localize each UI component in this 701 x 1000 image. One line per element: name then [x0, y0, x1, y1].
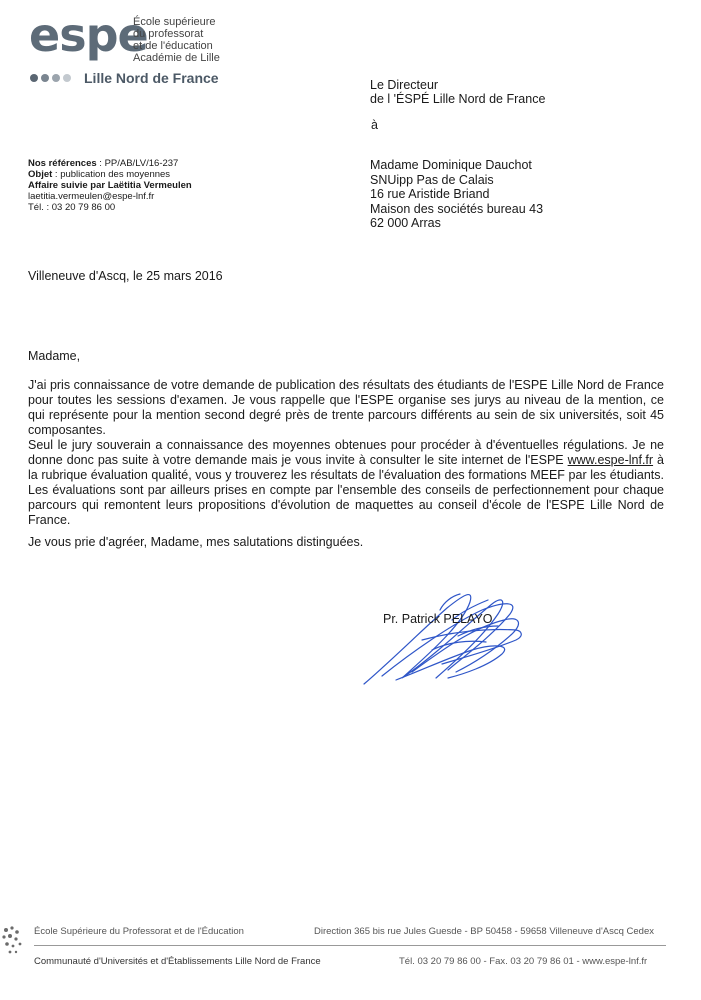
logo-subtitle [133, 16, 220, 64]
logo-dots [30, 74, 71, 82]
contact-email: laetitia.vermeulen@espe-lnf.fr [28, 191, 155, 202]
footer-contact: Tél. 03 20 79 86 00 - Fax. 03 20 79 86 01 - www.espe-lnf.fr [399, 956, 648, 967]
logo-line: du professorat [133, 28, 204, 40]
objet-label: Objet [28, 169, 53, 180]
recipient-org: SNUipp Pas de Calais [370, 172, 494, 187]
recipient-city: 62 000 Arras [370, 216, 441, 230]
logo-line: Académie de Lille [133, 52, 220, 64]
footer-school-name: École Supérieure du Professorat et de l'Éducation [34, 926, 244, 937]
website-link[interactable]: www.espe-lnf.fr [567, 453, 654, 467]
letter-date: Villeneuve d'Ascq, le 25 mars 2016 [28, 269, 223, 283]
affaire-suivie: Affaire suivie par Laëtitia Vermeulen [28, 180, 192, 191]
espe-logo: espe [29, 8, 148, 62]
sender-block [370, 78, 545, 106]
dot [52, 74, 60, 82]
handwritten-signature [352, 580, 532, 690]
campus-name: Lille Nord de France [84, 70, 219, 86]
recipient-address [370, 158, 543, 231]
salutation: Madame, [28, 349, 81, 363]
paragraph-1: J'ai pris connaissance de votre demande de publication des résultats des étudiants de l'ESPE Lille Nord de France pour toutes les sessions d'examen. Je vous rappelle que l'ESPE organise ses jurys au niveau de la mention, ce qui représente pour la mention second degré près de trente parcours différents au sein de six universités, soit 45 composantes. [28, 378, 664, 437]
closing-formula: Je vous prie d'agréer, Madame, mes salutations distinguées. [28, 535, 364, 549]
footer-community: Communauté d'Universités et d'Établissements Lille Nord de France [34, 956, 321, 967]
recipient-street: 16 rue Aristide Briand [370, 187, 490, 201]
dot [41, 74, 49, 82]
to-marker: à [371, 118, 378, 132]
logo-line: École supérieure [133, 16, 216, 28]
letter-body [28, 378, 664, 528]
sender-institution: de l 'ÉSPÉ Lille Nord de France [370, 92, 546, 106]
paragraph-2-end: à la rubrique évaluation qualité, vous y trouverez les résultats de l'évaluation des formations MEEF par les étudiants. Les évaluations sont par ailleurs prises en compte par l'ensemble des conseils de perfectionnement pour chaque parcours qui remontent leurs propositions d'évolution de maquettes au conseil d'école de l'ESPE Lille Nord de France. [28, 453, 664, 527]
footer-divider [34, 945, 666, 946]
contact-phone: Tél. : 03 20 79 86 00 [28, 202, 116, 213]
paragraph-2-start: Seul le jury souverain a connaissance des moyennes obtenues pour procéder à d'éventuelles régulations. Je ne donne donc pas suite à votre demande mais je vous invite à consulter le site internet de l'ESPE [28, 438, 664, 467]
recipient-name: Madame Dominique Dauchot [370, 158, 532, 172]
footer-logo-icon [0, 924, 26, 958]
recipient-building: Maison des sociétés bureau 43 [370, 201, 544, 216]
sender-title: Le Directeur [370, 78, 439, 92]
logo-line: et de l'éducation [133, 40, 213, 52]
objet-value: : publication des moyennes [52, 169, 171, 180]
paragraph-2 [28, 438, 664, 528]
dot [63, 74, 71, 82]
dot [30, 74, 38, 82]
signer-name: Pr. Patrick PELAYO [383, 612, 493, 626]
references-block [28, 158, 192, 213]
ref-value: : PP/AB/LV/16-237 [96, 158, 179, 169]
ref-label: Nos références [28, 158, 97, 169]
footer-address: Direction 365 bis rue Jules Guesde - BP 50458 - 59658 Villeneuve d'Ascq Cedex [314, 926, 654, 937]
